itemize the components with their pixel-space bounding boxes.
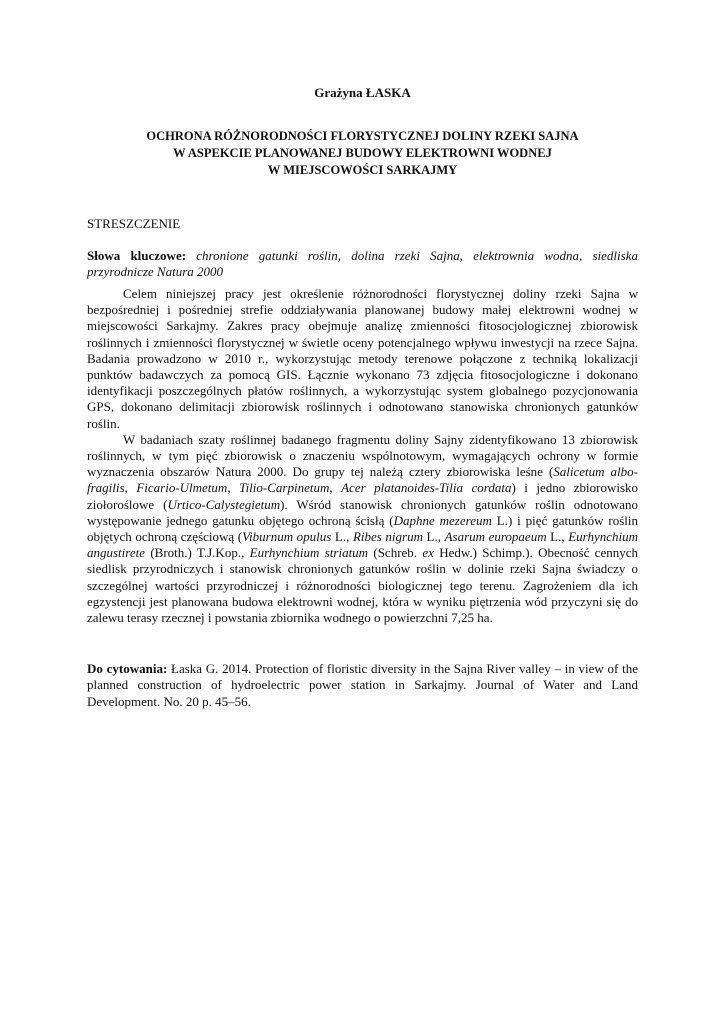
p2-text: W badaniach szaty roślinnej badanego fragmentu doliny Sajny zidentyfikowano 13 zbiorowisk roślinnych, w tym pięć zbiorowisk o znaczeniu wspólnotowym, wymagających ochrony w formie wyznaczenia obszarów Natura 2000. Do grupy tej należą cztery zbiorowiska leśne (: [87, 431, 638, 480]
p2-text: ) i jedno zbiorowisko ziołoroślowe (: [87, 480, 639, 512]
species-name: ex: [422, 545, 434, 561]
paper-title: [87, 128, 638, 179]
p2-text: ,: [329, 480, 342, 496]
species-name: Acer platanoides-Tilia cordata: [341, 480, 512, 496]
species-name: , Eurhynchium striatum: [241, 545, 369, 561]
p2-text: (Schreb.: [368, 545, 423, 561]
section-heading: STRESZCZENIE: [87, 216, 181, 231]
citation-text: Łaska G. 2014. Protection of floristic diversity in the Sajna River valley – in view of the planned construction of hydroelectric power station in Sarkajmy. Journal of Water and Land Development. No. 20 p. 45–56.: [87, 661, 638, 709]
species-name: Salicetum albo-fragilis: [87, 464, 638, 496]
citation: [87, 661, 638, 710]
p2-text: (Broth.) T.J.Kop.: [145, 545, 242, 561]
p2-text: L.,: [422, 529, 445, 545]
species-name: Eurhynchium angustirete: [87, 529, 638, 561]
species-name: Ficario-Ulmetum: [136, 480, 228, 496]
species-name: Tilio-Carpinetum: [239, 480, 330, 496]
p2-text: ,: [227, 480, 240, 496]
title-line-3: W MIEJSCOWOŚCI SARKAJMY: [267, 163, 458, 177]
p2-text: L.,: [546, 529, 569, 545]
keywords-text: chronione gatunki roślin, dolina rzeki Sajna, elektrownia wodna, siedliska przyrodnicze Natura 2000: [87, 248, 638, 279]
abstract-paragraph-2: [87, 432, 638, 626]
p2-text: ). Wśród stanowisk chronionych gatunków roślin odnotowano występowanie jednego gatunku objętego ochroną ścisłą (: [87, 496, 639, 528]
species-name: Urtico-Calystegietum: [167, 496, 281, 512]
keywords: [87, 248, 638, 280]
keywords-label: Słowa kluczowe:: [87, 248, 187, 263]
species-name: Asarum europaeum: [444, 529, 547, 545]
citation-label: Do cytowania:: [87, 661, 168, 677]
abstract-paragraph-1: Celem niniejszej pracy jest określenie różnorodności florystycznej doliny rzeki Sajna w bezpośredniej i pośredniej strefie oddziaływania planowanej budowy małej elektrowni wodnej w miejscowości Sarkajmy. Zakres pracy obejmuje analizę zmienności fitosocjologicznej zbiorowisk roślinnych i zmienności florystycznej w świetle oceny potencjalnego wpływu inwestycji na rzece Sajna. Badania prowadzono w 2010 r., wykorzystując metody terenowe połączone z techniką lokalizacji punktów badawczych za pomocą GIS. Łącznie wykonano 73 zdjęcia fitosocjologiczne i dokonano identyfikacji poszczególnych płatów roślinnych, a wykorzystując system globalnego pozycjonowania GPS, dokonano delimitacji zbiorowisk roślinnych i odnotowano stanowiska chronionych gatunków roślin.: [87, 286, 638, 431]
species-name: Daphne mezereum: [393, 512, 492, 528]
p2-text: L.,: [331, 529, 353, 545]
p2-text: ,: [124, 480, 137, 496]
document-page: [87, 84, 638, 710]
title-line-1: OCHRONA RÓŻNORODNOŚCI FLORYSTYCZNEJ DOLINY RZEKI SAJNA: [146, 129, 579, 143]
p2-text: Hedw.) Schimp.). Obecność cennych siedlisk przyrodniczych i stanowisk chronionych gatunków roślin w dolinie rzeki Sajna świadczy o szczególnej wartości przyrodniczej i różnorodności biologicznej tego terenu. Zagrożeniem dla ich egzystencji jest planowana budowa elektrowni wodnej, która w wyniku piętrzenia wód przyczyni się do zalewu terasy rzecznej i powstania zbiornika wodnego o powierzchni 7,25 ha.: [87, 545, 638, 626]
species-name: Viburnum opulus: [242, 529, 332, 545]
author-name: Grażyna ŁASKA: [314, 85, 411, 100]
species-name: Ribes nigrum: [352, 529, 423, 545]
p2-text: L.) i pięć gatunków roślin objętych ochroną częściową (: [87, 512, 638, 545]
title-line-2: W ASPEKCIE PLANOWANEJ BUDOWY ELEKTROWNI WODNEJ: [173, 146, 552, 160]
